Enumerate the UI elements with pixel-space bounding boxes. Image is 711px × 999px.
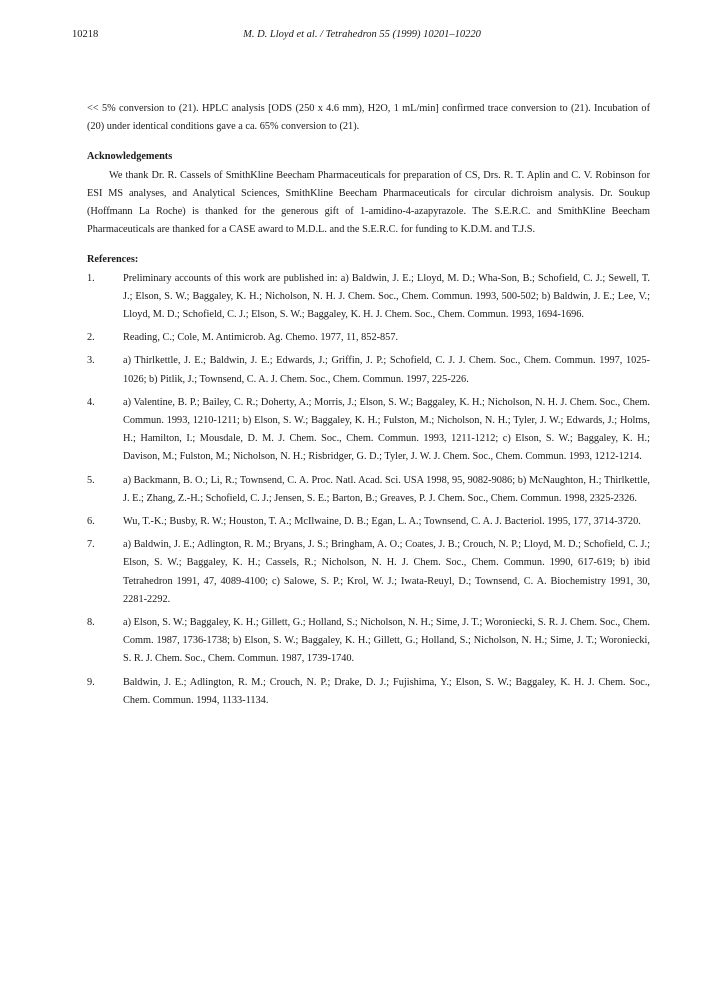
reference-text: Wu, T.-K.; Busby, R. W.; Houston, T. A.; McIlwaine, D. B.; Egan, L. A.; Townsend, C. A. J. Bacteriol. 1995, 177, 3714-3720.	[123, 516, 641, 528]
reference-item	[87, 513, 650, 531]
reference-item	[87, 352, 650, 388]
running-head: M. D. Lloyd et al. / Tetrahedron 55 (1999) 10201–10220	[243, 29, 481, 40]
reference-text: a) Elson, S. W.; Baggaley, K. H.; Gillett, G.; Holland, S.; Nicholson, N. H.; Sime, J. T.; Woroniecki, S. R. J. Chem. Soc., Chem. Comm. 1987, 1736-1738; b) Elson, S. W.; Baggaley, K. H.; Gillett, G.; Holland, S.; Nicholson, N. H.; Sime, J. T.; Woroniecki, S. R. J. Chem. Soc., Chem. Commun. 1987, 1739-1740.	[123, 617, 650, 665]
reference-number: 4.	[87, 396, 95, 408]
reference-number: 9.	[87, 676, 95, 688]
references-heading: References:	[87, 254, 139, 266]
reference-text: Reading, C.; Cole, M. Antimicrob. Ag. Chemo. 1977, 11, 852-857.	[123, 332, 399, 344]
reference-number: 2.	[87, 332, 95, 344]
reference-list	[87, 270, 650, 710]
acknowledgements-heading: Acknowledgements	[87, 151, 173, 163]
page-header	[72, 29, 652, 45]
reference-number: 3.	[87, 355, 95, 367]
reference-item	[87, 394, 650, 467]
reference-item	[87, 270, 650, 325]
reference-text: a) Valentine, B. P.; Bailey, C. R.; Doherty, A.; Morris, J.; Elson, S. W.; Baggaley, K. H.; Nicholson, N. H. J. Chem. Soc., Chem. Commun. 1993, 1210-1211; b) Elson, S. W.; Baggaley, K. H.; Fulston, M.; Nicholson, N. H.; Tyler, J. W.; Edwards, J.; Holms, H.; Hamilton, I.; Mousdale, D. M. J. Chem. Soc., Chem. Commun. 1993, 1211-1212; c) Elson, S. W.; Baggaley, K. H.; Davison, M.; Fulston, M.; Nicholson, N. H.; Risbridger, G. D.; Tyler, J. W. J. Chem. Soc., Chem. Commun. 1993, 1212-1214.	[123, 396, 650, 463]
reference-item	[87, 674, 650, 710]
reference-number: 1.	[87, 272, 95, 284]
reference-number: 6.	[87, 516, 95, 528]
page-number: 10218	[72, 29, 99, 40]
reference-text: Baldwin, J. E.; Adlington, R. M.; Crouch, N. P.; Drake, D. J.; Fujishima, Y.; Elson, S. W.; Baggaley, K. H. J. Chem. Soc., Chem. Commun. 1994, 1133-1134.	[123, 676, 650, 706]
reference-text: a) Thirlkettle, J. E.; Baldwin, J. E.; Edwards, J.; Griffin, J. P.; Schofield, C. J. J. Chem. Soc., Chem. Commun. 1997, 1025-1026; b) Pitlik, J.; Townsend, C. A. J. Chem. Soc., Chem. Commun. 1997, 225-226.	[123, 355, 650, 385]
reference-item	[87, 536, 650, 609]
reference-text: a) Backmann, B. O.; Li, R.; Townsend, C. A. Proc. Natl. Acad. Sci. USA 1998, 95, 9082-9086; b) McNaughton, H.; Thirlkettle, J. E.; Zhang, Z.-H.; Schofield, C. J.; Jensen, S. E.; Barton, B.; Greaves, P. J. Chem. Soc., Chem. Commun. 1998, 2325-2326.	[123, 474, 650, 504]
reference-item	[87, 472, 650, 508]
reference-number: 8.	[87, 617, 95, 629]
reference-text: a) Baldwin, J. E.; Adlington, R. M.; Bryans, J. S.; Bringham, A. O.; Coates, J. B.; Crouch, N. P.; Lloyd, M. D.; Schofield, C. J.; Elson, S. W.; Baggaley, K. H.; Cassels, R.; Nicholson, N. H. J. Chem. Soc., Chem. Commun. 1990, 617-619; b) ibid Tetrahedron 1991, 47, 4089-4100; c) Salowe, S. P.; Krol, W. J.; Iwata-Reuyl, D.; Townsend, C. A. Biochemistry 1991, 30, 2281-2292.	[123, 539, 650, 605]
reference-item	[87, 329, 650, 347]
reference-number: 7.	[87, 539, 95, 551]
reference-number: 5.	[87, 474, 95, 486]
acknowledgements-text: We thank Dr. R. Cassels of SmithKline Beecham Pharmaceuticals for preparation of CS, Drs. R. T. Aplin and C. V. Robinson for ESI MS analyses, and Analytical Sciences, SmithKline Beecham Pharmaceuticals for circular dichroism analysis. Dr. Soukup (Hoffmann La Roche) is thanked for the generous gift of 1-amidino-4-azapyrazole. The S.E.R.C. and SmithKline Beecham Pharmaceuticals are thanked for a CASE award to M.D.L. and the S.E.R.C. for funding to K.D.M. and T.J.S.	[87, 169, 650, 236]
reference-item	[87, 614, 650, 669]
intro-paragraph: << 5% conversion to (21). HPLC analysis [ODS (250 x 4.6 mm), H2O, 1 mL/min] confirmed trace conversion to (21). Incubation of (20) under identical conditions gave a ca. 65% conversion to (21).	[87, 103, 650, 133]
reference-text: Preliminary accounts of this work are published in: a) Baldwin, J. E.; Lloyd, M. D.; Wha-Son, B.; Schofield, C. J.; Sewell, T. J.; Elson, S. W.; Baggaley, K. H.; Nicholson, N. H. J. Chem. Soc., Chem. Commun. 1993, 500-502; b) Baldwin, J. E.; Lee, V.; Lloyd, M. D.; Schofield, C. J.; Elson, S. W.; Baggaley, K. H. J. Chem. Soc., Chem. Commun. 1993, 1694-1696.	[123, 272, 650, 321]
page-body	[87, 100, 650, 715]
